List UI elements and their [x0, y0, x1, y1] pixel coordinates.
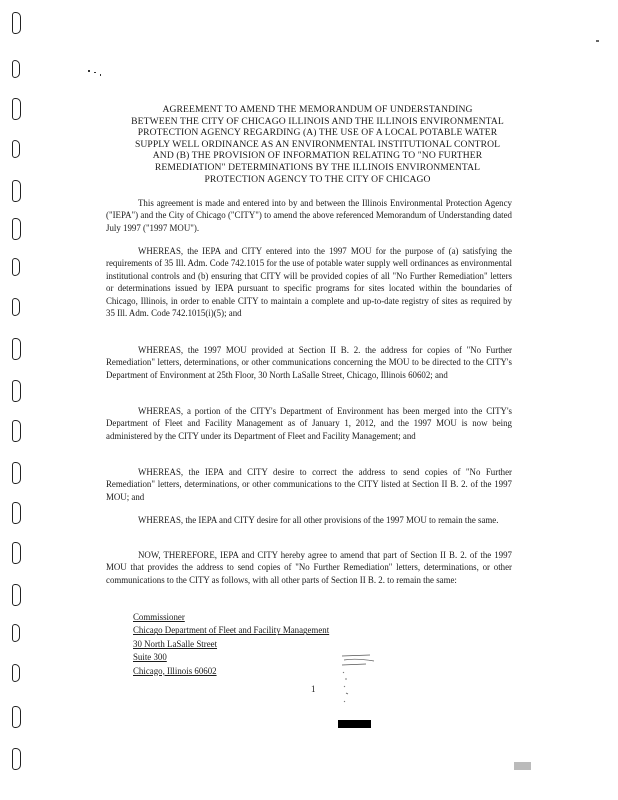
binder-hole-icon	[12, 258, 20, 276]
paragraph-text: WHEREAS, the IEPA and CITY entered into the 1997 MOU for the purpose of (a) satisfying the requirements of 35 Ill. Adm. Code 742.1015 for the use of potable water supply well ordinances as environmental institutional controls and (b) ensuring that CITY will be provided copies of all "No Further Remediation" letters or determinations issued by IEPA pursuant to specific programs for sites located within the boundaries of Chicago, Illinois, in order to enable CITY to maintain a complete and up-to-date registry of sites as required by 35 Ill. Adm. Code 742.1015(i)(5); and	[106, 246, 512, 319]
title-line: PROTECTION AGENCY TO THE CITY OF CHICAGO	[204, 173, 431, 185]
binder-hole-icon	[12, 420, 21, 442]
title-line: SUPPLY WELL ORDINANCE AS AN ENVIRONMENTAL INSTITUTIONAL CONTROL	[134, 138, 501, 150]
address-line: 30 North LaSalle Street	[133, 638, 218, 649]
title-line: AGREEMENT TO AMEND THE MEMORANDUM OF UNDERSTANDING	[162, 104, 473, 115]
binder-hole-icon	[12, 60, 20, 78]
paragraph-text: WHEREAS, the IEPA and CITY desire for all other provisions of the 1997 MOU to remain the same.	[138, 515, 499, 525]
address-block	[133, 611, 329, 678]
paragraph-text: WHEREAS, the IEPA and CITY desire to correct the address to send copies of "No Further Remediation" letters, determinations, or other communications to the CITY listed at Section II B. 2. of the 1997 MOU; and	[106, 467, 512, 502]
document-title	[120, 104, 515, 185]
scan-speck	[596, 40, 599, 42]
binder-hole-icon	[12, 98, 21, 120]
whereas-paragraph-3	[106, 405, 512, 442]
paragraph-text: This agreement is made and entered into by and between the Illinois Environmental Protection Agency ("IEPA") and the City of Chicago ("CITY") to amend the above referenced Memorandum of Understanding dated July 1997 ("1997 MOU").	[106, 198, 512, 233]
binder-hole-icon	[12, 502, 21, 524]
intro-paragraph	[106, 197, 512, 234]
binder-hole-icon	[12, 180, 21, 202]
title-line: PROTECTION AGENCY REGARDING (A) THE USE OF A LOCAL POTABLE WATER	[137, 127, 498, 139]
handwritten-scribble	[340, 652, 388, 712]
binder-hole-icon	[12, 298, 20, 316]
binder-hole-icon	[12, 12, 21, 34]
paragraph-text: NOW, THEREFORE, IEPA and CITY hereby agree to amend that part of Section II B. 2. of the 1997 MOU that provides the address to send copies of "No Further Remediation" letters, determinations, or other communications to the CITY as follows, with all other parts of Section II B. 2. to remain the same:	[106, 550, 512, 585]
scan-speck	[94, 72, 96, 73]
binder-hole-icon	[12, 338, 21, 360]
address-line: Commissioner	[133, 612, 185, 622]
title-line: AND (B) THE PROVISION OF INFORMATION RELATING TO "NO FURTHER	[152, 150, 483, 162]
redaction-bar	[338, 720, 371, 728]
binder-hole-icon	[12, 664, 20, 682]
binder-hole-icon	[12, 584, 21, 606]
address-line: Suite 300	[133, 652, 167, 663]
whereas-paragraph-2	[106, 344, 512, 381]
scan-speck	[88, 70, 90, 72]
whereas-paragraph-1	[106, 245, 512, 319]
now-therefore-paragraph	[106, 549, 512, 586]
binder-hole-icon	[12, 748, 21, 770]
whereas-paragraph-5	[106, 514, 512, 526]
scan-stamp	[514, 762, 531, 770]
title-line: BETWEEN THE CITY OF CHICAGO ILLINOIS AND THE ILLINOIS ENVIRONMENTAL	[131, 115, 504, 127]
binder-hole-icon	[12, 218, 21, 240]
paragraph-text: WHEREAS, the 1997 MOU provided at Section II B. 2. the address for copies of "No Further Remediation" letters, determinations, or other communications concerning the MOU to be directed to the CITY's Department of Environment at 25th Floor, 30 North LaSalle Street, Chicago, Illinois 60602; and	[106, 345, 512, 380]
binder-hole-icon	[12, 624, 20, 642]
binder-holes	[10, 0, 34, 800]
binder-hole-icon	[12, 542, 21, 564]
title-line: REMEDIATION" DETERMINATIONS BY THE ILLINOIS ENVIRONMENTAL	[154, 161, 481, 173]
page-number: 1	[311, 684, 316, 694]
address-line: Chicago Department of Fleet and Facility Management	[133, 625, 330, 636]
binder-hole-icon	[12, 140, 20, 158]
binder-hole-icon	[12, 462, 21, 484]
scan-speck	[100, 74, 101, 76]
binder-hole-icon	[12, 380, 21, 402]
binder-hole-icon	[12, 706, 21, 728]
address-line: Chicago, Illinois 60602	[133, 665, 217, 676]
whereas-paragraph-4	[106, 466, 512, 503]
paragraph-text: WHEREAS, a portion of the CITY's Department of Environment has been merged into the CITY's Department of Fleet and Facility Management as of January 1, 2012, and the 1997 MOU is now being administered by the CITY under its Department of Fleet and Facility Management; and	[106, 406, 512, 441]
